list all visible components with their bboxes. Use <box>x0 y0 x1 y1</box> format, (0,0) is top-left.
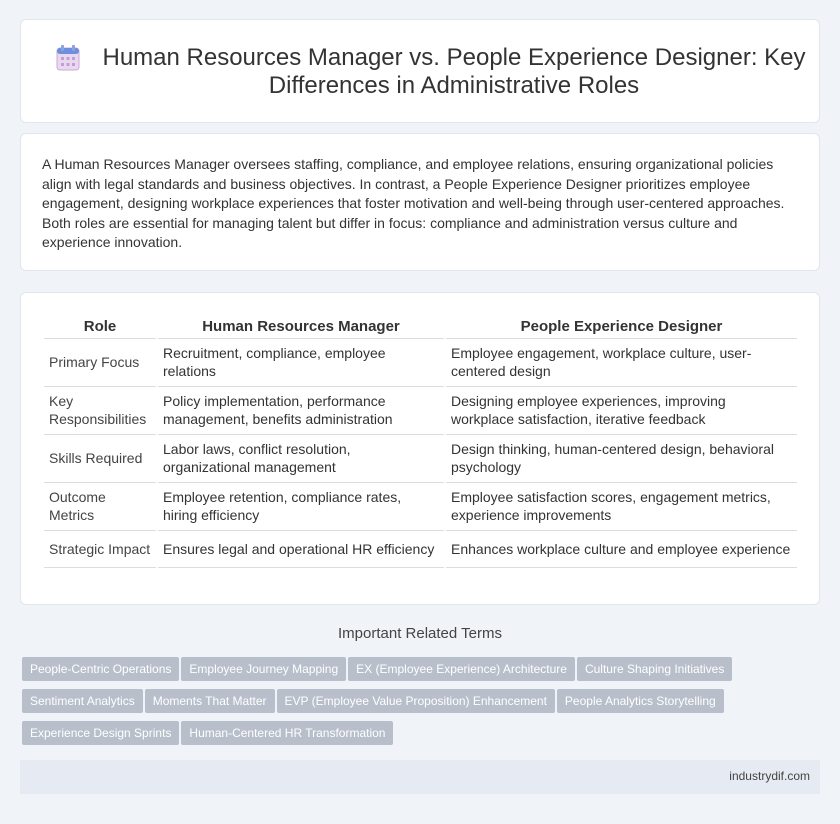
table-header-row <box>44 316 797 339</box>
related-term-tag[interactable]: People Analytics Storytelling <box>557 689 724 713</box>
intro-paragraph: A Human Resources Manager oversees staffing, compliance, and employee relations, ensuring organizational policies align with legal standards and business objectives. In contrast, a People Experience Designer prioritizes employee engagement, designing workplace experiences that foster motivation and well-being through user-centered approaches. Both roles are essential for managing talent but differ in focus: compliance and administration versus culture and experience innovation. <box>42 156 785 250</box>
row-label: Skills Required <box>44 435 156 483</box>
table-row <box>44 387 797 435</box>
intro-card <box>20 133 820 271</box>
row-label: Primary Focus <box>44 339 156 387</box>
hr-manager-cell: Labor laws, conflict resolution, organizational management <box>158 435 444 483</box>
related-term-tag[interactable]: Culture Shaping Initiatives <box>577 657 732 681</box>
px-designer-cell: Designing employee experiences, improving workplace satisfaction, iterative feedback <box>446 387 797 435</box>
related-term-tag[interactable]: Human-Centered HR Transformation <box>181 721 393 745</box>
related-term-tag[interactable]: EVP (Employee Value Proposition) Enhancement <box>277 689 555 713</box>
footer <box>20 760 820 794</box>
related-term-tag[interactable]: People-Centric Operations <box>22 657 179 681</box>
footer-site-link[interactable]: industrydif.com <box>729 769 810 783</box>
px-designer-cell: Employee engagement, workplace culture, user-centered design <box>446 339 797 387</box>
related-term-tag[interactable]: Sentiment Analytics <box>22 689 143 713</box>
related-term-tag[interactable]: Moments That Matter <box>145 689 275 713</box>
px-designer-cell: Enhances workplace culture and employee experience <box>446 531 797 568</box>
comparison-table <box>42 316 799 568</box>
row-label: Outcome Metrics <box>44 483 156 531</box>
column-header-px-designer: People Experience Designer <box>446 316 797 339</box>
related-terms-title: Important Related Terms <box>338 625 502 642</box>
hr-manager-cell: Policy implementation, performance management, benefits administration <box>158 387 444 435</box>
calendar-icon <box>56 45 80 71</box>
row-label: Key Responsibilities <box>44 387 156 435</box>
hr-manager-cell: Recruitment, compliance, employee relations <box>158 339 444 387</box>
table-row <box>44 483 797 531</box>
table-row <box>44 531 797 568</box>
column-header-hr-manager: Human Resources Manager <box>158 316 444 339</box>
related-terms-tags <box>22 657 822 753</box>
px-designer-cell: Design thinking, human-centered design, behavioral psychology <box>446 435 797 483</box>
comparison-card <box>20 292 820 605</box>
table-row <box>44 339 797 387</box>
related-term-tag[interactable]: Employee Journey Mapping <box>181 657 346 681</box>
hr-manager-cell: Employee retention, compliance rates, hiring efficiency <box>158 483 444 531</box>
related-term-tag[interactable]: EX (Employee Experience) Architecture <box>348 657 575 681</box>
row-label: Strategic Impact <box>44 531 156 568</box>
related-term-tag[interactable]: Experience Design Sprints <box>22 721 179 745</box>
hr-manager-cell: Ensures legal and operational HR efficiency <box>158 531 444 568</box>
page-title: Human Resources Manager vs. People Experience Designer: Key Differences in Administrative Roles <box>102 44 806 99</box>
table-row <box>44 435 797 483</box>
column-header-role: Role <box>44 316 156 339</box>
px-designer-cell: Employee satisfaction scores, engagement metrics, experience improvements <box>446 483 797 531</box>
